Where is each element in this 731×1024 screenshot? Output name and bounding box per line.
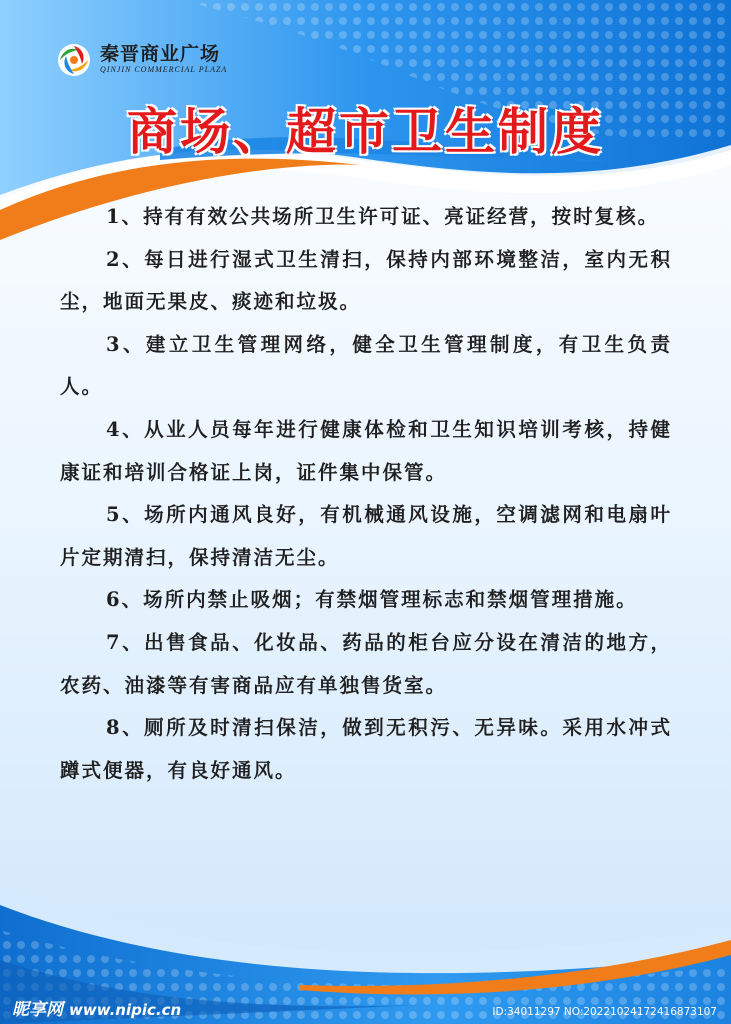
rule-item-6: 6、场所内禁止吸烟；有禁烟管理标志和禁烟管理措施。: [106, 588, 638, 612]
brand-logo: [56, 42, 227, 78]
rules-list: [60, 196, 672, 792]
rule-item-3: 3、建立卫生管理网络，健全卫生管理制度，有卫生负责人。: [60, 332, 672, 399]
rule-item-7: 7、出售食品、化妆品、药品的柜台应分设在清洁的地方，农药、油漆等有害商品应有单独售货室。: [60, 630, 672, 697]
brand-name-cn: 秦晋商业广场: [100, 43, 221, 65]
watermark-brand-name: 昵享网: [12, 1000, 63, 1020]
rule-item-5: 5、场所内通风良好，有机械通风设施，空调滤网和电扇叶片定期清扫，保持清洁无尘。: [60, 503, 672, 569]
brand-text: [100, 44, 227, 76]
page-title: 商场、超市卫生制度: [127, 103, 604, 161]
watermark-site: www.nipic.cn: [69, 1001, 182, 1019]
rule-item-1: 1、持有有效公共场所卫生许可证、亮证经营，按时复核。: [106, 205, 660, 228]
brand-name-en: QINJIN COMMERCIAL PLAZA: [100, 65, 228, 74]
watermark-image-id: ID:34011297 NO:20221024172416873107: [492, 1006, 717, 1018]
rule-item-2: 2、每日进行湿式卫生清扫，保持内部环境整洁，室内无积尘，地面无果皮、痰迹和垃圾。: [60, 247, 672, 314]
plaza-logo-icon: [56, 42, 92, 78]
watermark-brand: [12, 995, 181, 1020]
rule-item-4: 4、从业人员每年进行健康体检和卫生知识培训考核，持健康证和培训合格证上岗，证件集中保管。: [60, 417, 672, 484]
rule-item-8: 8、厕所及时清扫保洁，做到无积污、无异味。采用水冲式蹲式便器，有良好通风。: [60, 716, 672, 782]
